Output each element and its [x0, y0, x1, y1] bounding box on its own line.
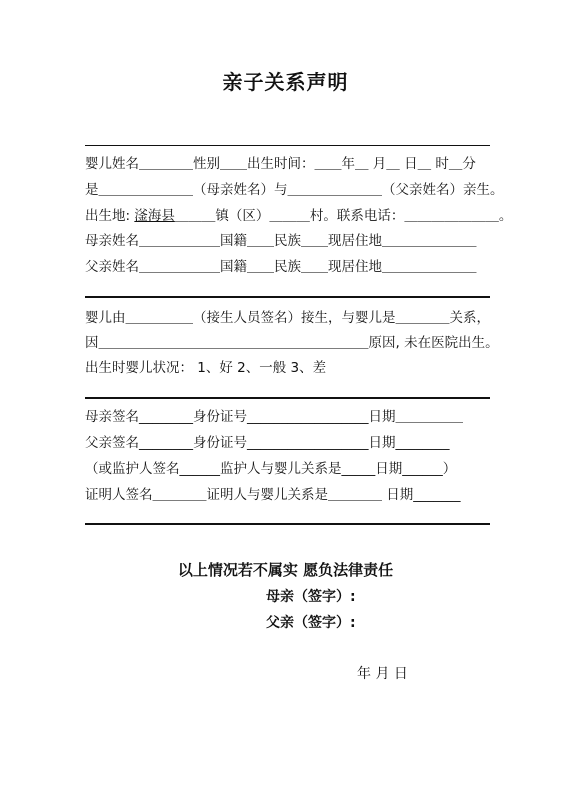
infant-condition-line: 出生时婴儿状况： 1、好 2、一般 3、差 [85, 360, 327, 376]
father-signature-line: 父亲签名________身份证号__________________日期________ [85, 435, 450, 451]
divider-top [85, 145, 490, 146]
father-signature-label: 父亲（签字）: [266, 615, 356, 631]
parents-line: 是＿＿＿＿＿＿＿（母亲姓名）与＿＿＿＿＿＿＿（父亲姓名）亲生。 [85, 182, 504, 198]
midwife-line: 婴儿由＿＿＿＿＿（接生人员签名）接生，与婴儿是＿＿＿＿关系， [85, 310, 490, 326]
birthplace-rest: ＿＿＿镇（区）＿＿＿村。联系电话：＿＿＿＿＿＿＿。 [174, 208, 513, 224]
document-title: 亲子关系声明 [222, 70, 349, 94]
divider-bottom [85, 523, 490, 525]
divider-1 [85, 296, 490, 298]
infant-birth-line: 婴儿姓名＿＿＿＿性别＿＿出生时间：＿＿年＿ 月＿ 日＿ 时＿分 [85, 156, 476, 172]
divider-2 [85, 397, 490, 399]
mother-signature-line: 母亲签名________身份证号__________________日期＿＿＿＿＿ [85, 409, 463, 425]
declaration-text: 以上情况若不属实 愿负法律责任 [177, 561, 394, 579]
father-info-line: 父亲姓名＿＿＿＿＿＿国籍＿＿民族＿＿现居住地＿＿＿＿＿＿＿ [85, 259, 477, 275]
guardian-signature-line: （或监护人签名______监护人与婴儿关系是_____日期______） [85, 461, 457, 477]
reason-line: 因＿＿＿＿＿＿＿＿＿＿＿＿＿＿＿＿＿＿＿＿原因, 未在医院出生。 [85, 335, 499, 351]
date-line: 年 月 日 [357, 666, 408, 682]
witness-signature-line: 证明人签名＿＿＿＿证明人与婴儿关系是＿＿＿＿ 日期_______ [85, 487, 461, 503]
county-name: 滏海县 [134, 208, 175, 224]
birthplace-label: 出生地: [85, 208, 135, 224]
birthplace-line [85, 207, 513, 225]
mother-info-line: 母亲姓名＿＿＿＿＿＿国籍＿＿民族＿＿现居住地＿＿＿＿＿＿＿ [85, 233, 477, 249]
mother-signature-label: 母亲（签字）: [266, 589, 356, 605]
